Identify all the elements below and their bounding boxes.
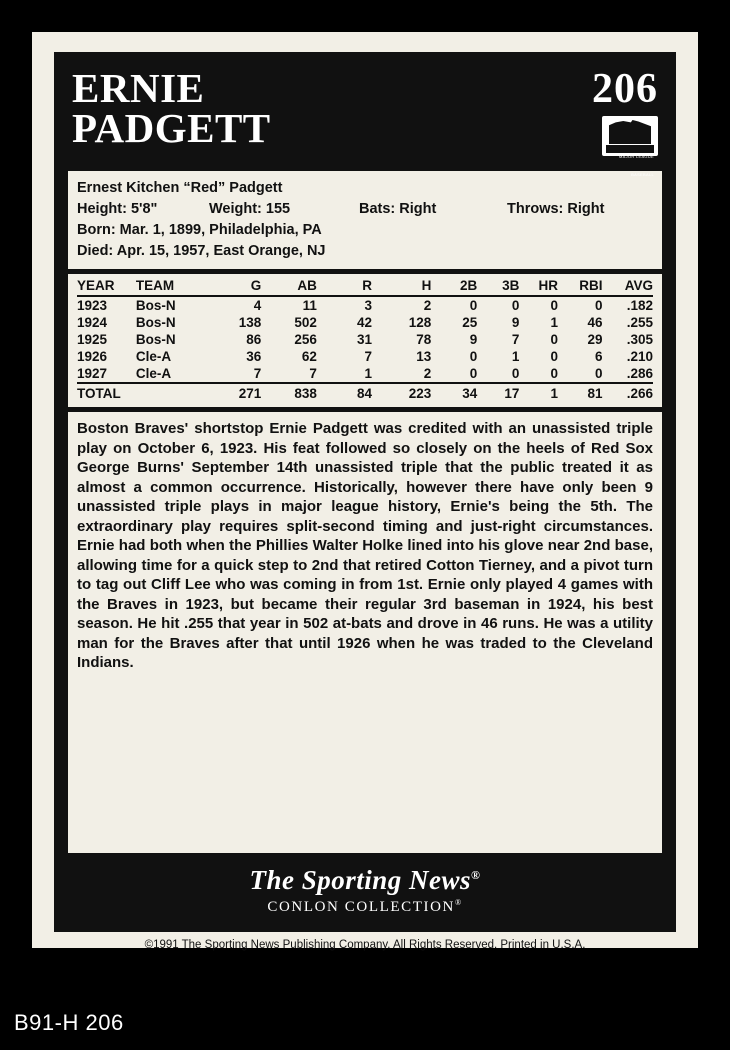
conlon-collection-logo (68, 898, 662, 916)
table-row (77, 348, 653, 365)
player-last-name: PADGETT (72, 105, 271, 152)
bio-died: Died: Apr. 15, 1957, East Orange, NJ (77, 243, 326, 260)
cell-r: 1 (364, 366, 372, 382)
cell-total-avg: .266 (602, 383, 653, 402)
cell-team: Bos-N (135, 332, 176, 348)
cell-2b: 0 (469, 298, 478, 314)
cell-3b: 7 (511, 332, 520, 348)
stats-col-3b: 3B (477, 278, 519, 296)
stats-col-ab: AB (261, 278, 317, 296)
cell-h: 128 (408, 315, 432, 331)
stats-col-g: G (211, 278, 261, 296)
cell-rbi: 0 (594, 298, 603, 314)
stats-col-avg: AVG (602, 278, 653, 296)
card-footer-logos (68, 853, 662, 922)
cell-ab: 7 (309, 366, 317, 382)
cell-ab: 256 (294, 332, 317, 348)
cell-year: 1925 (77, 332, 108, 348)
copyright-line: ©1991 The Sporting News Publishing Company. All Rights Reserved. Printed in U.S.A. (144, 939, 586, 951)
stats-col-2b: 2B (431, 278, 477, 296)
cell-g: 86 (246, 332, 262, 348)
cell-2b: 0 (469, 366, 478, 382)
cell-2b: 25 (462, 315, 478, 331)
bio-bats: Bats: Right (359, 201, 437, 218)
stats-col-h: H (372, 278, 431, 296)
cell-avg: .255 (626, 315, 653, 331)
cell-g: 4 (253, 298, 262, 314)
cell-avg: .210 (626, 349, 653, 365)
bio-box (68, 171, 662, 269)
bio-born: Born: Mar. 1, 1899, Philadelphia, PA (77, 222, 322, 239)
mlb-logo-text: MAJOR LEAGUE BASEBALL (619, 154, 654, 177)
image-caption: B91-H 206 (14, 1010, 124, 1035)
stats-box (68, 274, 662, 407)
stats-table (77, 278, 653, 402)
cell-ab: 11 (302, 298, 317, 314)
cell-total-3b: 17 (477, 383, 519, 402)
conlon-collection-text: CONLON COLLECTION (267, 899, 455, 915)
player-story-text: Boston Braves' shortstop Ernie Padgett was credited with an unassisted triple play on October 6, 1923. His feat followed so closely on the heels of Red Sox George Burns' September 14th unassisted triple that the public treated it as almost a common occurrence. Historically, however there have only been 9 unassisted triple plays in major league history, Ernie's being the 5th. The extraordinary play requires split-second timing and just-right circumstances. Ernie had both when the Phillies Walter Holke lined into his glove near 2nd base, allowing time for a quick step to 2nd that retired Cotton Tierney, and a pivot turn to tag out Cliff Lee who was coming in from 1st. Ernie only played 4 games with the Braves in 1923, but became their regular 3rd baseman in 1924, his best season. He hit .255 that year in 502 at-bats and drove in 46 runs. He was a utility man for the Braves after that until 1926 when he was traded to the Cleveland Indians. (68, 412, 662, 853)
mlb-batter-silhouette-icon (609, 120, 651, 144)
cell-rbi: 29 (587, 332, 603, 348)
cell-3b: 9 (511, 315, 520, 331)
cell-team: Cle-A (135, 366, 172, 382)
cell-year: 1927 (77, 366, 108, 382)
cell-r: 31 (356, 332, 372, 348)
bio-weight: Weight: 155 (209, 201, 291, 218)
card-black-panel (54, 52, 676, 932)
cell-year: 1926 (77, 349, 108, 365)
cell-r: 3 (364, 298, 372, 314)
cell-h: 2 (423, 366, 432, 382)
cell-total-label: TOTAL (77, 383, 136, 402)
card-number: 206 (592, 66, 658, 112)
cell-avg: .286 (626, 366, 653, 382)
card-number-block (548, 66, 658, 177)
bio-measurements-row (77, 199, 653, 220)
cell-team: Bos-N (135, 315, 176, 331)
cell-3b: 1 (511, 349, 520, 365)
stats-table-body (77, 296, 653, 402)
baseball-card-back (32, 32, 698, 951)
player-name (72, 65, 271, 152)
cell-g: 7 (253, 366, 262, 382)
stats-table-head (77, 278, 653, 296)
cell-r: 7 (364, 349, 372, 365)
cell-hr: 0 (550, 366, 559, 382)
player-first-name: ERNIE (72, 65, 205, 111)
cell-g: 36 (246, 349, 262, 365)
cell-avg: .182 (626, 298, 653, 314)
bio-full-name: Ernest Kitchen “Red” Padgett (77, 180, 283, 196)
cell-3b: 0 (511, 366, 520, 382)
cell-3b: 0 (511, 298, 520, 314)
cell-total-team (136, 383, 211, 402)
cell-year: 1923 (77, 298, 108, 314)
cell-hr: 0 (550, 332, 559, 348)
cell-g: 138 (238, 315, 262, 331)
cell-h: 13 (416, 349, 432, 365)
cell-year: 1924 (77, 315, 108, 331)
stats-col-year: YEAR (77, 278, 136, 296)
sporting-news-text: The Sporting News (249, 865, 472, 895)
cell-h: 2 (423, 298, 432, 314)
cell-total-ab: 838 (261, 383, 317, 402)
sporting-news-logo (68, 865, 662, 896)
cell-h: 78 (416, 332, 432, 348)
table-row (77, 331, 653, 348)
cell-2b: 0 (469, 349, 478, 365)
cell-total-2b: 34 (431, 383, 477, 402)
cell-total-h: 223 (372, 383, 431, 402)
stats-col-rbi: RBI (558, 278, 602, 296)
cell-total-rbi: 81 (558, 383, 602, 402)
conlon-reg-mark: ® (454, 898, 463, 907)
stats-col-r: R (317, 278, 372, 296)
stats-header-row (77, 278, 653, 296)
card-inner (54, 52, 676, 932)
bio-throws: Throws: Right (507, 201, 605, 218)
bio-height: Height: 5'8" (77, 201, 158, 218)
cell-r: 42 (356, 315, 372, 331)
stats-total-row (77, 383, 653, 402)
stats-col-team: TEAM (136, 278, 211, 296)
cell-total-g: 271 (211, 383, 261, 402)
stats-col-hr: HR (519, 278, 558, 296)
cell-rbi: 0 (594, 366, 603, 382)
table-row (77, 296, 653, 314)
card-header (68, 64, 662, 177)
cell-hr: 0 (550, 349, 559, 365)
cell-hr: 1 (550, 315, 559, 331)
cell-rbi: 46 (587, 315, 603, 331)
sporting-news-reg-mark: ® (471, 868, 481, 882)
cell-team: Bos-N (135, 298, 176, 314)
cell-2b: 9 (469, 332, 478, 348)
table-row (77, 314, 653, 331)
cell-avg: .305 (626, 332, 653, 348)
cell-total-r: 84 (317, 383, 372, 402)
table-row (77, 365, 653, 383)
cell-rbi: 6 (594, 349, 603, 365)
mlb-logo-strip (606, 145, 654, 177)
cell-ab: 502 (294, 315, 317, 331)
cell-team: Cle-A (135, 349, 172, 365)
cell-hr: 0 (550, 298, 559, 314)
cell-total-hr: 1 (519, 383, 558, 402)
mlb-logo-icon (602, 116, 658, 177)
cell-ab: 62 (301, 349, 317, 365)
